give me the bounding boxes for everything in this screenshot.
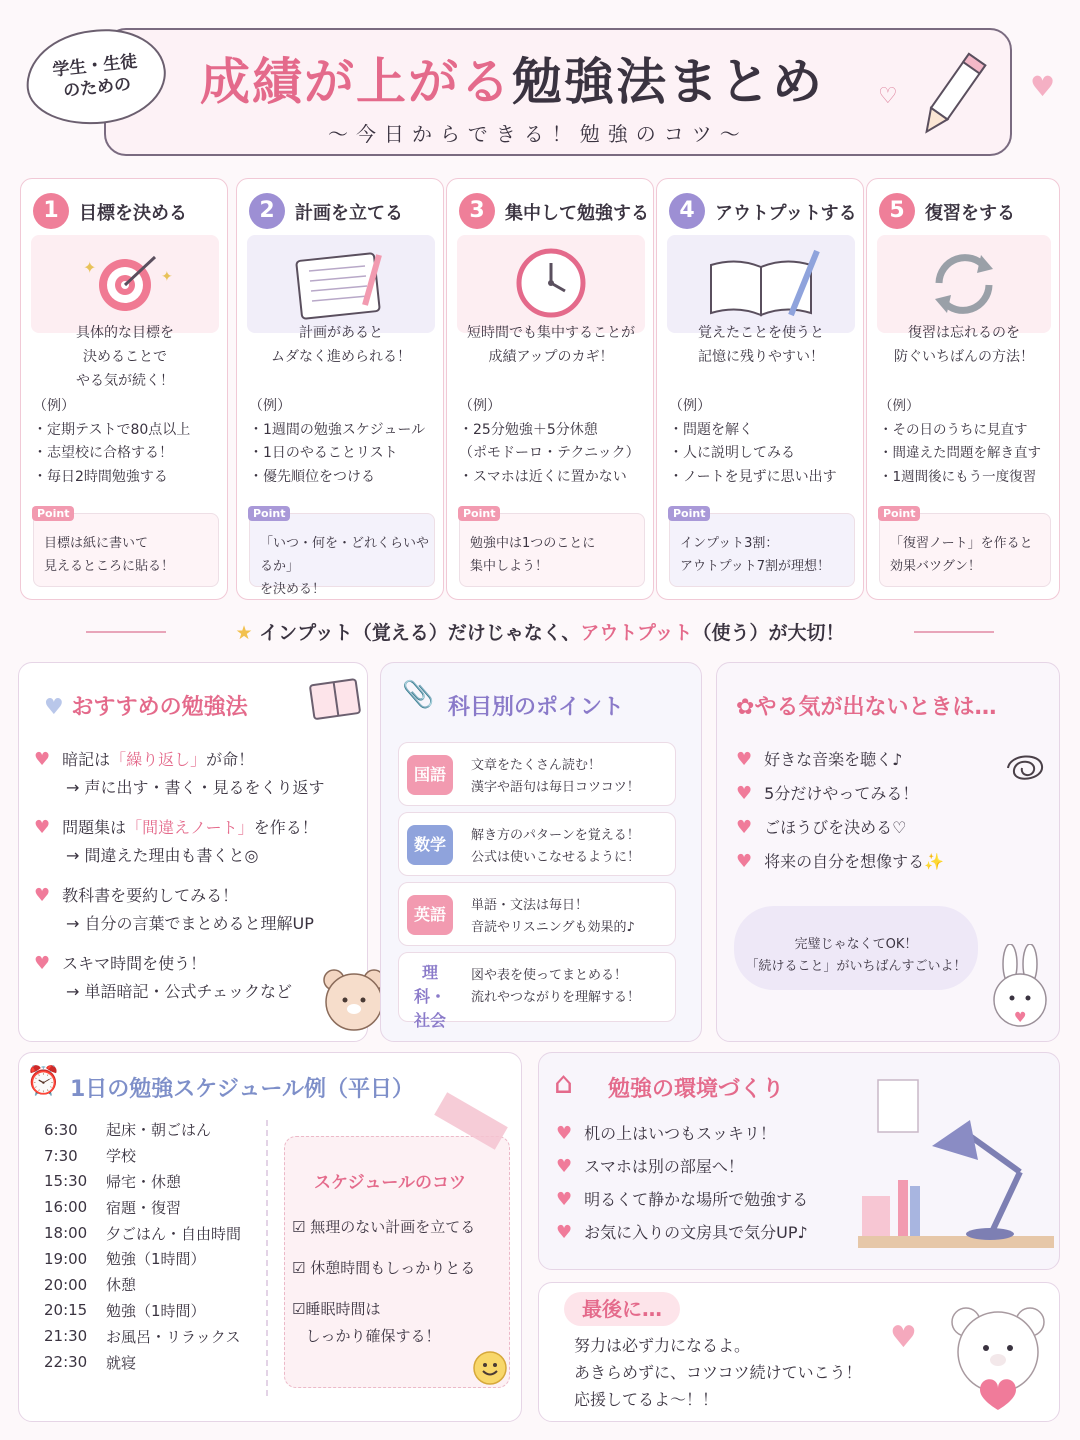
heart-icon: ♥	[736, 783, 753, 804]
tip-text: 睡眠時間は しっかり確保する！	[305, 1300, 441, 1345]
heart-icon: ♥	[34, 953, 51, 974]
schedule-row	[44, 1220, 241, 1246]
step-card-3	[446, 178, 654, 600]
flower-icon: ✿	[736, 695, 755, 720]
step-title: 集中して勉強する	[505, 203, 649, 224]
subject-badge: 国語	[407, 755, 453, 795]
schedule-time: 20:00	[44, 1275, 88, 1294]
checkbox-icon: ☑	[292, 1218, 311, 1236]
example-item: ・1週間の勉強スケジュール	[249, 421, 426, 438]
heart-icon: ♥	[34, 749, 51, 770]
example-item: ・問題を解く	[669, 421, 753, 438]
checkbox-icon: ☑	[292, 1300, 306, 1318]
schedule-row	[44, 1323, 241, 1349]
motivation-title-text: やる気が出ないときは…	[754, 695, 997, 720]
environment-item-text: 明るくて静かな場所で勉強する	[584, 1190, 809, 1209]
step-description: 復習は忘れるのを 防ぐいちばんの方法！	[894, 325, 1034, 365]
point-text: 「復習ノート」を作ると 効果バツグン！	[890, 536, 1033, 574]
step-card-5	[866, 178, 1060, 600]
tip-item	[292, 1255, 475, 1282]
point-box	[249, 507, 435, 597]
examples-label: （例）	[33, 398, 75, 414]
banner-text: （使う）が大切！	[692, 622, 845, 644]
heart-icon: ♥	[736, 749, 753, 770]
bear-with-heart-icon	[944, 1300, 1052, 1416]
motivation-list	[736, 746, 944, 876]
recommend-item-highlight: 「繰り返し」	[110, 750, 207, 769]
step-description: 具体的な目標を 決めることで やる気が続く！	[76, 325, 174, 389]
recommend-item-text: 問題集は	[62, 818, 127, 837]
point-text: インプット3割： アウトプット7割が理想！	[680, 536, 830, 574]
svg-text:✦: ✦	[83, 258, 97, 277]
subject-card-japanese	[398, 742, 676, 806]
subject-badge: 英語	[407, 895, 453, 935]
recommend-title	[44, 690, 248, 721]
tip-text: 休憩時間もしっかりとる	[310, 1259, 476, 1277]
recommend-item	[34, 746, 325, 802]
step-examples	[249, 395, 425, 489]
motivation-item-text: 将来の自分を想像する✨	[764, 852, 945, 871]
point-text: 目標は紙に書いて 見えるところに貼る！	[44, 536, 175, 574]
examples-label: （例）	[669, 398, 711, 414]
schedule-row	[44, 1246, 241, 1272]
recommend-item-head	[34, 882, 325, 910]
schedule-row	[44, 1169, 241, 1195]
point-box	[879, 507, 1051, 587]
schedule-activity: 休憩	[106, 1276, 137, 1295]
recommend-item	[34, 882, 325, 938]
subject-tip: 図や表を使ってまとめる！	[471, 968, 628, 983]
banner-text: インプット（覚える）だけじゃなく、	[259, 622, 581, 644]
step-number: 2	[249, 193, 285, 229]
schedule-row	[44, 1194, 241, 1220]
subject-tips	[471, 755, 640, 799]
schedule-time: 15:30	[44, 1172, 88, 1191]
page-title-dark: 勉強法まとめ	[512, 53, 824, 111]
subject-badge: 数学	[407, 825, 453, 865]
recommend-item-head	[34, 746, 325, 774]
heart-icon: ♥	[556, 1123, 573, 1144]
examples-label: （例）	[459, 398, 501, 414]
example-item: ・1週間後にもう一度復習	[879, 468, 1037, 485]
schedule-row	[44, 1143, 241, 1169]
schedule-row	[44, 1349, 241, 1375]
step-card-4	[656, 178, 864, 600]
subject-tip: 流れやつながりを理解する！	[471, 990, 641, 1005]
motivation-title	[736, 690, 996, 721]
motivation-item	[736, 814, 944, 842]
heart-icon: ♥	[34, 885, 51, 906]
tip-item	[292, 1296, 475, 1350]
motivation-item	[736, 780, 944, 808]
smiley-icon	[472, 1350, 508, 1386]
step-description: 短時間でも集中することが 成績アップのカギ！	[467, 325, 635, 365]
schedule-activity: 夕ごはん・自由時間	[106, 1224, 242, 1243]
example-item: （ポモドーロ・テクニック）	[459, 445, 640, 461]
point-label: Point	[668, 506, 710, 521]
environment-title: 勉強の環境づくり	[608, 1077, 785, 1102]
bunny-icon	[988, 944, 1052, 1034]
environment-item-text: 机の上はいつもスッキリ！	[584, 1124, 776, 1143]
example-item: ・その日のうちに見直す	[879, 421, 1028, 438]
schedule-activity: 勉強（1時間）	[106, 1301, 206, 1320]
step-card-2	[236, 178, 444, 600]
motivation-item	[736, 848, 944, 876]
page-subtitle: 〜今日からできる！勉強のコツ〜	[328, 122, 748, 146]
svg-text:✦: ✦	[161, 269, 173, 285]
example-item: ・人に説明してみる	[669, 445, 795, 461]
recommend-item-text: が命！	[206, 750, 255, 769]
example-item: ・1日のやることリスト	[249, 445, 398, 461]
heart-icon: ♥	[44, 695, 72, 720]
star-icon: ★	[235, 622, 260, 644]
environment-item	[556, 1120, 808, 1148]
motivation-item-text: ごほうびを決める♡	[764, 818, 907, 837]
environment-item	[556, 1153, 808, 1181]
example-item: ・25分勉強＋5分休憩	[459, 421, 598, 438]
step-title: アウトプットする	[715, 203, 857, 224]
example-item: ・毎日2時間勉強する	[33, 468, 168, 485]
recommend-item-highlight: 「間違えノート」	[126, 818, 254, 837]
step-examples	[879, 395, 1041, 489]
schedule-time: 19:00	[44, 1249, 88, 1268]
schedule-row	[44, 1298, 241, 1324]
schedule-activity: 宿題・復習	[106, 1198, 182, 1217]
subject-tip: 公式は使いこなせるように！	[471, 850, 641, 865]
bubble-text: 完璧じゃなくてOK！	[794, 937, 918, 952]
step-number: 1	[33, 193, 69, 229]
point-label: Point	[248, 506, 290, 521]
schedule-activity: 勉強（1時間）	[106, 1250, 206, 1269]
point-label: Point	[878, 506, 920, 521]
recommend-list	[34, 746, 325, 1006]
schedule-activity: お風呂・リラックス	[106, 1327, 241, 1346]
encouragement-bubble	[734, 906, 978, 990]
svg-text:♥: ♥	[1014, 1010, 1027, 1026]
environment-item	[556, 1186, 808, 1214]
step-title: 目標を決める	[79, 203, 187, 224]
subject-tips	[471, 965, 640, 1009]
banner-highlight: アウトプット	[580, 622, 693, 644]
heart-icon: ♥	[34, 817, 51, 838]
subject-badge: 理科・ 社会	[407, 961, 453, 1011]
examples-label: （例）	[879, 398, 920, 414]
schedule-activity: 学校	[106, 1147, 137, 1166]
subject-card-science-social	[398, 952, 676, 1030]
heart-icon: ♥	[736, 851, 753, 872]
example-item: ・優先順位をつける	[249, 468, 375, 485]
heart-icon: ♥	[556, 1189, 573, 1210]
recommend-item-detail: → 自分の言葉でまとめると理解UP	[66, 914, 314, 933]
subject-tip: 文章をたくさん読む！	[471, 758, 602, 773]
schedule-activity: 起床・朝ごはん	[106, 1121, 212, 1140]
step-description: 覚えたことを使うと 記憶に残りやすい！	[698, 325, 824, 365]
step-number: 5	[879, 193, 915, 229]
subject-tip: 解き方のパターンを覚える！	[471, 828, 640, 843]
step-title: 計画を立てる	[295, 203, 403, 224]
desk-lamp-icon	[850, 1076, 1056, 1266]
recommend-item-text: 教科書を要約してみる！	[62, 886, 239, 905]
schedule-time: 6:30	[44, 1120, 78, 1139]
schedule-time: 20:15	[44, 1301, 88, 1320]
motivation-item-text: 5分だけやってみる！	[764, 784, 919, 803]
subject-tips	[471, 825, 640, 869]
tip-item	[292, 1214, 475, 1241]
recommend-item	[34, 814, 325, 870]
page-title-pink: 成績が上がる	[200, 53, 512, 111]
heart-icon: ♥	[556, 1156, 573, 1177]
example-item: ・間違えた問題を解き直す	[879, 445, 1041, 461]
point-text: 勉強中は1つのことに 集中しよう！	[470, 536, 596, 574]
environment-item-text: お気に入りの文房具で気分UP♪	[584, 1223, 808, 1242]
recommend-item-text: 暗記は	[62, 750, 111, 769]
example-item: ・ノートを見ずに思い出す	[669, 468, 837, 485]
notebook-icon	[247, 235, 435, 333]
point-box	[669, 507, 855, 587]
recommend-item-detail: → 単語暗記・公式チェックなど	[66, 982, 293, 1001]
step-card-1	[20, 178, 228, 600]
book-icon	[308, 676, 364, 722]
example-item: ・スマホは近くに置かない	[459, 468, 627, 485]
divider-line	[266, 1120, 268, 1396]
example-item: ・志望校に合格する！	[33, 445, 173, 461]
point-box	[33, 507, 219, 587]
recommend-item-text: を作る！	[253, 818, 318, 837]
subject-card-english	[398, 882, 676, 946]
step-description: 計画があると ムダなく進められる！	[271, 325, 411, 365]
bubble-text: 「続けること」がいちばんすごいよ！	[745, 959, 967, 974]
point-text: 「いつ・何を・どれくらいやるか」 を決める！	[260, 536, 430, 597]
recommend-item-detail: → 声に出す・書く・見るをくり返す	[66, 778, 325, 797]
paperclip-icon: 📎	[402, 680, 435, 710]
recommend-item-detail: → 間違えた理由も書くと◎	[66, 846, 259, 865]
key-message-banner	[80, 618, 1000, 645]
point-label: Point	[458, 506, 500, 521]
closing-line: 努力は必ず力になるよ。	[574, 1336, 751, 1355]
heart-icon: ♥	[890, 1320, 917, 1355]
environment-list	[556, 1120, 808, 1247]
step-examples	[459, 395, 640, 489]
schedule-time: 21:30	[44, 1327, 88, 1346]
subject-tip: 漢字や語句は毎日コツコツ！	[471, 780, 640, 795]
subjects-title: 科目別のポイント	[448, 695, 625, 720]
step-number: 4	[669, 193, 705, 229]
schedule-table	[44, 1117, 241, 1375]
schedule-time: 16:00	[44, 1198, 88, 1217]
step-examples	[669, 395, 837, 489]
environment-item	[556, 1219, 808, 1247]
heart-icon: ♥	[736, 817, 753, 838]
recommend-item-text: スキマ時間を使う！	[62, 954, 207, 973]
audience-badge-text: 学生・生徒のための	[51, 51, 139, 102]
heart-icon: ♥	[556, 1222, 573, 1243]
point-box	[459, 507, 645, 587]
schedule-activity: 就寝	[106, 1353, 137, 1372]
closing-line: あきらめずに、コツコツ続けていこう！	[574, 1363, 862, 1382]
schedule-activity: 帰宅・休憩	[106, 1172, 182, 1191]
schedule-time: 18:00	[44, 1224, 88, 1243]
pencil-icon	[918, 44, 988, 144]
target-icon	[31, 235, 219, 333]
scribble-icon	[1000, 748, 1050, 788]
subject-tips	[471, 895, 635, 939]
schedule-row	[44, 1117, 241, 1143]
house-icon: ⌂	[554, 1066, 574, 1101]
closing-title: 最後に…	[564, 1292, 680, 1326]
schedule-title: 1日の勉強スケジュール例（平日）	[70, 1077, 414, 1102]
heart-icon: ♡	[878, 84, 898, 109]
recommend-title-text: おすすめの勉強法	[71, 695, 248, 720]
subject-tip: 音読やリスニングも効果的♪	[471, 920, 635, 935]
heart-icon: ♥	[1030, 70, 1056, 103]
step-examples	[33, 395, 190, 489]
schedule-tips-title: スケジュールのコツ	[314, 1173, 466, 1193]
example-item: ・定期テストで80点以上	[33, 421, 191, 438]
page-title	[200, 42, 824, 114]
schedule-row	[44, 1272, 241, 1298]
subject-tip: 単語・文法は毎日！	[471, 898, 589, 913]
schedule-time: 7:30	[44, 1146, 78, 1165]
alarm-clock-icon: ⏰	[26, 1064, 61, 1097]
schedule-tips-list	[292, 1214, 475, 1350]
recommend-item	[34, 950, 325, 1006]
checkbox-icon: ☑	[292, 1259, 311, 1277]
subject-card-math	[398, 812, 676, 876]
open-book-icon	[667, 235, 855, 333]
recommend-item-head	[34, 814, 325, 842]
motivation-item	[736, 746, 944, 774]
step-number: 3	[459, 193, 495, 229]
closing-message	[574, 1332, 862, 1413]
clock-icon	[457, 235, 645, 333]
motivation-item-text: 好きな音楽を聴く♪	[764, 750, 903, 769]
schedule-time: 22:30	[44, 1353, 88, 1372]
refresh-icon	[877, 235, 1051, 333]
closing-line: 応援してるよ〜！！	[574, 1390, 719, 1409]
recommend-item-head	[34, 950, 325, 978]
examples-label: （例）	[249, 398, 291, 414]
tip-text: 無理のない計画を立てる	[310, 1218, 476, 1236]
environment-item-text: スマホは別の部屋へ！	[584, 1157, 744, 1176]
step-title: 復習をする	[925, 203, 1015, 224]
point-label: Point	[32, 506, 74, 521]
